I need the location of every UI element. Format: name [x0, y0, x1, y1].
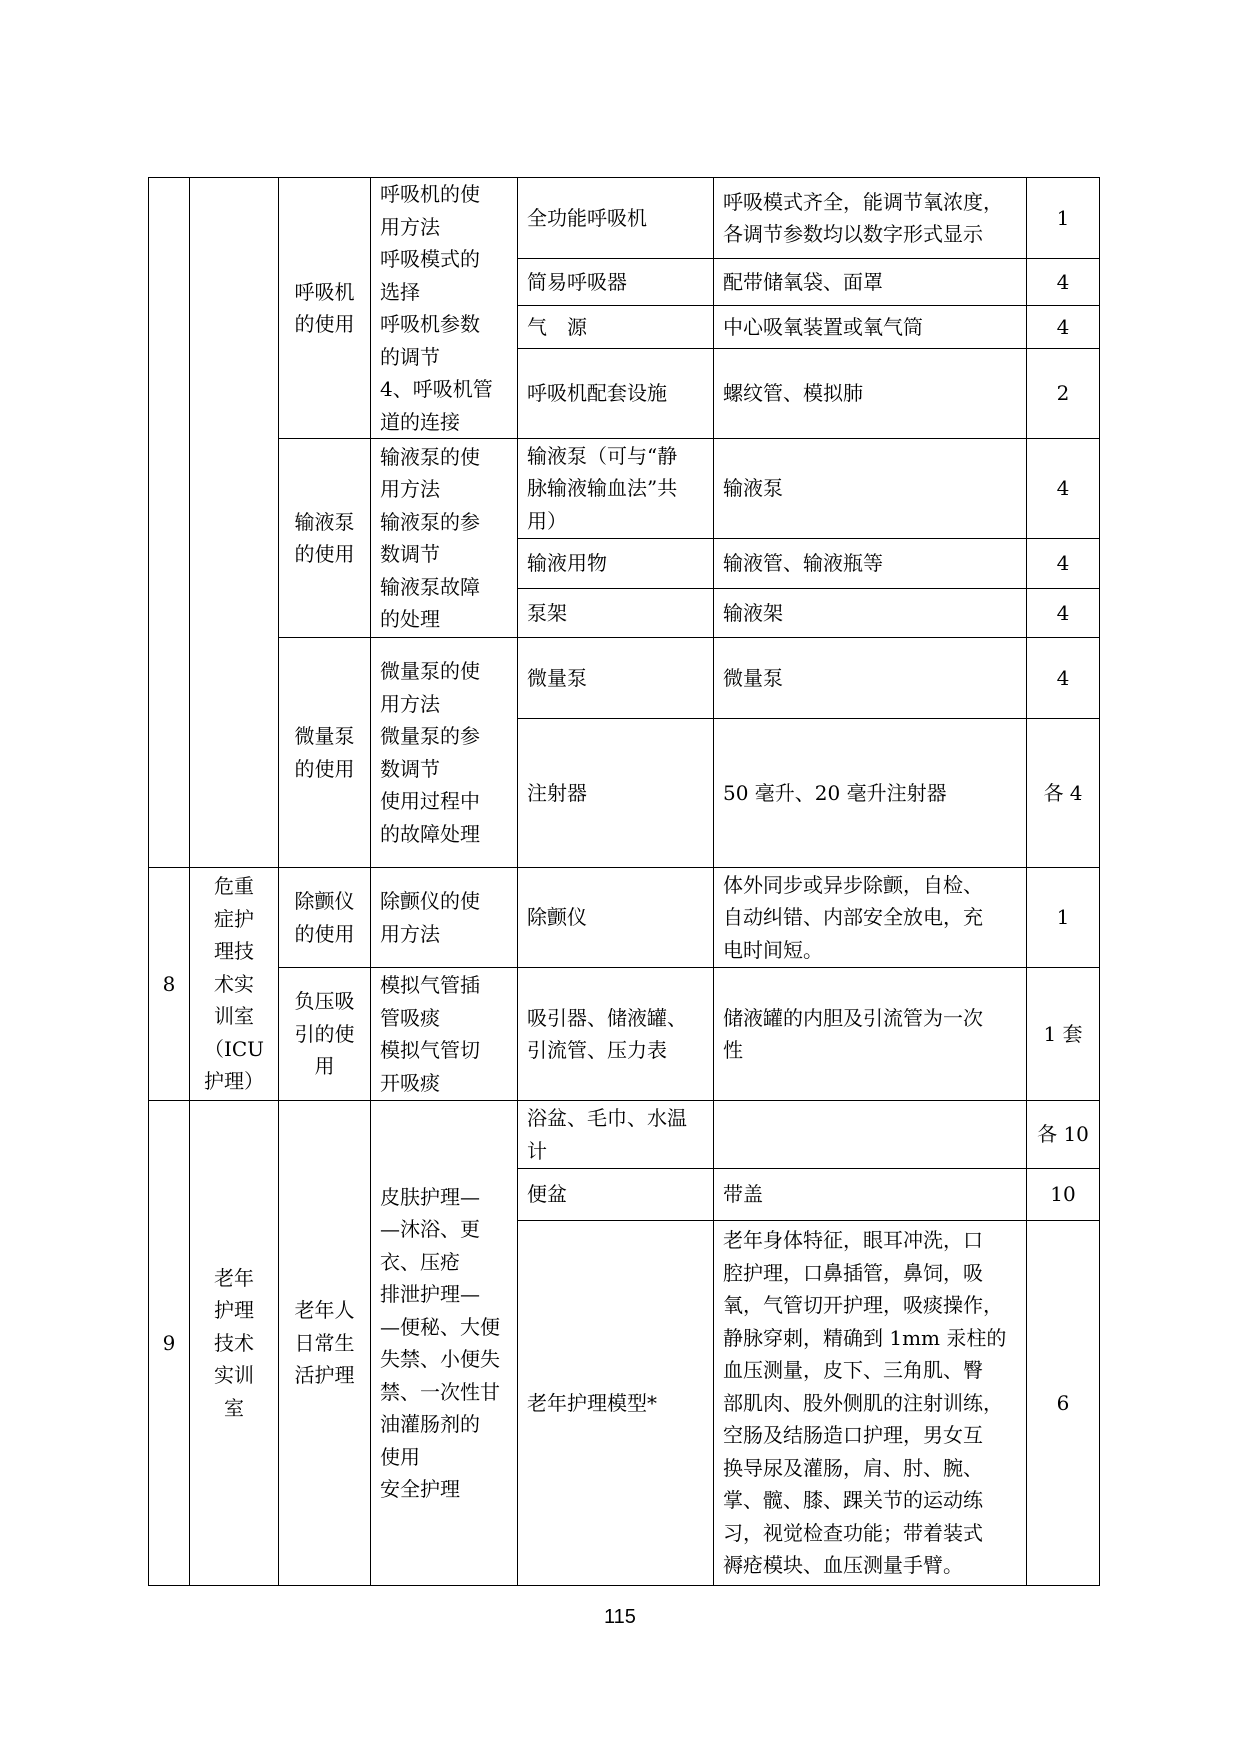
text-line: 全功能呼吸机: [527, 205, 647, 230]
text-line: 使用: [380, 1444, 420, 1469]
equipment-spec-cell: [714, 439, 1027, 539]
equipment-name-cell: [518, 1101, 714, 1169]
equipment-spec-cell: [714, 589, 1027, 638]
text-line: 脉输液输血法”共: [527, 476, 678, 501]
equipment-name-cell: [518, 178, 714, 259]
equipment-name-cell: [518, 259, 714, 306]
text-line: 排泄护理—: [380, 1282, 480, 1306]
training-room-cell: [190, 868, 279, 1101]
text-line: —便秘、大便: [380, 1314, 500, 1339]
equipment-name-cell: [518, 305, 714, 348]
equipment-name-cell: [518, 439, 714, 539]
text-line: 配带储氧袋、面罩: [723, 269, 883, 294]
equipment-name-cell: [518, 539, 714, 589]
equipment-spec-cell: [714, 539, 1027, 589]
text-line: 理技: [214, 939, 254, 964]
text-line: 螺纹管、模拟肺: [723, 381, 863, 406]
quantity-cell: 各 10: [1027, 1101, 1100, 1169]
training-project-cell: [279, 638, 371, 868]
text-line: 4、呼吸机管: [380, 377, 493, 401]
text-line: 用方法: [380, 477, 440, 501]
text-line: 除颤仪: [294, 889, 355, 913]
text-line: 输液用物: [527, 551, 607, 576]
text-line: 失禁、小便失: [380, 1347, 500, 1371]
text-line: 50 毫升、20 毫升注射器: [723, 780, 947, 805]
text-line: 体外同步或异步除颤，自检、: [723, 872, 983, 897]
text-line: 皮肤护理—: [380, 1184, 480, 1209]
equipment-spec-cell: [714, 305, 1027, 348]
text-line: —沐浴、更: [380, 1217, 480, 1241]
text-line: 选择: [380, 279, 420, 304]
text-line: 引流管、压力表: [527, 1038, 667, 1062]
quantity-cell: 1 套: [1027, 968, 1100, 1101]
text-line: 症护: [214, 906, 254, 931]
equipment-spec-cell: [714, 719, 1027, 868]
quantity-cell: 各 4: [1027, 719, 1100, 868]
training-project-cell: [279, 439, 371, 638]
quantity-cell: 1: [1027, 178, 1100, 259]
text-line: 的处理: [380, 607, 440, 631]
text-line: 气 源: [527, 314, 587, 339]
text-line: 开吸痰: [380, 1070, 440, 1095]
text-line: 部肌肉、股外侧肌的注射训练，: [723, 1390, 1003, 1415]
quantity-cell: 4: [1027, 589, 1100, 638]
table-row: [149, 638, 1100, 719]
text-line: 管吸痰: [380, 1005, 440, 1030]
text-line: 各调节参数均以数字形式显示: [723, 222, 983, 247]
text-line: 呼吸机的使: [380, 182, 480, 206]
equipment-name-cell: [518, 719, 714, 868]
quantity-cell: 1: [1027, 868, 1100, 968]
text-line: 使用过程中: [380, 789, 480, 813]
equipment-name-cell: [518, 868, 714, 968]
skill-content-cell: [371, 868, 518, 968]
text-line: 氧，气管切开护理，吸痰操作，: [723, 1293, 1003, 1318]
text-line: 禁、一次性甘: [380, 1379, 500, 1404]
table-row: [149, 968, 1100, 1101]
text-line: 呼吸机: [294, 279, 355, 304]
training-project-cell: [279, 968, 371, 1101]
equipment-spec-cell: [714, 968, 1027, 1101]
text-line: 引的使: [294, 1021, 355, 1046]
text-line: 微量泵: [527, 665, 587, 690]
text-line: 除颤仪的使: [380, 889, 480, 913]
equipment-name-cell: [518, 1169, 714, 1221]
equipment-spec-cell: [714, 638, 1027, 719]
training-room-cell: [190, 1101, 279, 1586]
text-line: 用: [314, 1054, 335, 1079]
text-line: 计: [527, 1138, 547, 1163]
text-line: 微量泵的参: [380, 724, 480, 748]
text-line: 危重: [214, 874, 254, 899]
text-line: 静脉穿刺，精确到 1mm 汞柱的: [723, 1325, 1007, 1350]
text-line: 换导尿及灌肠，肩、肘、腕、: [723, 1455, 983, 1480]
text-line: 老年护理模型*: [527, 1390, 657, 1415]
text-line: 用方法: [380, 921, 440, 946]
text-line: 实训: [214, 1363, 254, 1388]
text-line: 泵架: [527, 600, 567, 625]
text-line: 数调节: [380, 756, 440, 781]
text-line: 护理: [214, 1298, 254, 1323]
text-line: 数调节: [380, 542, 440, 566]
text-line: 活护理: [294, 1363, 355, 1388]
text-line: 呼吸模式齐全，能调节氧浓度，: [723, 189, 1003, 214]
text-line: 微量泵: [723, 665, 783, 690]
text-line: 吸引器、储液罐、: [527, 1005, 687, 1030]
equipment-spec-cell: [714, 178, 1027, 259]
text-line: 日常生: [294, 1330, 355, 1355]
text-line: 中心吸氧装置或氧气筒: [723, 314, 923, 339]
item-number-cell: [149, 178, 190, 868]
text-line: 的使用: [294, 542, 355, 566]
text-line: 的使用: [294, 312, 355, 336]
training-equipment-table: [148, 177, 1100, 1586]
equipment-spec-cell: [714, 348, 1027, 438]
quantity-cell: 4: [1027, 305, 1100, 348]
equipment-name-cell: [518, 348, 714, 438]
equipment-name-cell: [518, 589, 714, 638]
text-line: 室: [224, 1395, 244, 1420]
text-line: （ICU: [203, 1036, 265, 1061]
text-line: 用）: [527, 508, 567, 533]
text-line: 模拟气管切: [380, 1038, 480, 1062]
text-line: 腔护理，口鼻插管，鼻饲，吸: [723, 1260, 983, 1285]
text-line: 负压吸: [294, 989, 355, 1014]
equipment-name-cell: [518, 1221, 714, 1586]
quantity-cell: 4: [1027, 638, 1100, 719]
text-line: 带盖: [723, 1182, 763, 1207]
text-line: 老年: [214, 1265, 254, 1290]
text-line: 模拟气管插: [380, 973, 480, 997]
text-line: 输液泵（可与“静: [527, 443, 678, 468]
table-row: [149, 1101, 1100, 1169]
table-row: [149, 868, 1100, 968]
equipment-table-container: [148, 177, 1099, 1581]
text-line: 微量泵: [294, 724, 355, 748]
text-line: 老年身体特征，眼耳冲洗，口: [723, 1228, 983, 1253]
training-project-cell: [279, 1101, 371, 1586]
text-line: 除颤仪: [527, 905, 587, 930]
item-number-cell: 9: [149, 1101, 190, 1586]
text-line: 用方法: [380, 214, 440, 239]
text-line: 电时间短。: [723, 937, 823, 962]
text-line: 安全护理: [380, 1477, 460, 1501]
text-line: 衣、压疮: [380, 1249, 460, 1274]
text-line: 道的连接: [380, 409, 460, 434]
skill-content-cell: [371, 638, 518, 868]
equipment-spec-cell: [714, 1221, 1027, 1586]
text-line: 注射器: [527, 780, 587, 805]
text-line: 自动纠错、内部安全放电，充: [723, 905, 983, 930]
text-line: 浴盆、毛巾、水温: [527, 1106, 687, 1130]
text-line: 血压测量，皮下、三角肌、臀: [723, 1358, 983, 1383]
equipment-spec-cell: [714, 868, 1027, 968]
training-project-cell: [279, 178, 371, 439]
equipment-spec-cell: [714, 1101, 1027, 1169]
quantity-cell: 4: [1027, 539, 1100, 589]
quantity-cell: 4: [1027, 259, 1100, 306]
page-number: 115: [604, 1606, 636, 1628]
text-line: 的调节: [380, 344, 440, 369]
equipment-name-cell: [518, 638, 714, 719]
training-project-cell: [279, 868, 371, 968]
text-line: 输液泵的使: [380, 444, 480, 469]
text-line: 训室: [214, 1004, 254, 1029]
skill-content-cell: [371, 439, 518, 638]
equipment-name-cell: [518, 968, 714, 1101]
quantity-cell: 4: [1027, 439, 1100, 539]
text-line: 护理）: [204, 1069, 264, 1094]
text-line: 呼吸机参数: [380, 312, 480, 336]
item-number-cell: 8: [149, 868, 190, 1101]
table-row: [149, 439, 1100, 539]
text-line: 微量泵的使: [380, 659, 480, 683]
text-line: 技术: [214, 1330, 254, 1355]
equipment-spec-cell: [714, 1169, 1027, 1221]
text-line: 褥疮模块、血压测量手臂。: [723, 1553, 963, 1578]
skill-content-cell: [371, 968, 518, 1101]
text-line: 简易呼吸器: [527, 269, 627, 294]
text-line: 输液泵故障: [380, 574, 480, 599]
text-line: 输液管、输液瓶等: [723, 551, 883, 576]
text-line: 呼吸模式的: [380, 247, 480, 271]
skill-content-cell: [371, 178, 518, 439]
text-line: 输液泵: [723, 476, 783, 501]
text-line: 输液泵的参: [380, 509, 480, 534]
table-row: [149, 178, 1100, 259]
quantity-cell: 6: [1027, 1221, 1100, 1586]
equipment-spec-cell: [714, 259, 1027, 306]
quantity-cell: 10: [1027, 1169, 1100, 1221]
text-line: 用方法: [380, 691, 440, 716]
text-line: 空肠及结肠造口护理，男女互: [723, 1423, 983, 1448]
text-line: 掌、髋、膝、踝关节的运动练: [723, 1488, 983, 1513]
text-line: 输液泵: [294, 509, 355, 534]
text-line: 的使用: [294, 921, 355, 946]
text-line: 油灌肠剂的: [380, 1412, 480, 1436]
quantity-cell: 2: [1027, 348, 1100, 438]
text-line: 便盆: [527, 1182, 567, 1207]
text-line: 习，视觉检查功能；带着装式: [723, 1520, 983, 1545]
text-line: 输液架: [723, 600, 783, 625]
text-line: 的使用: [294, 756, 355, 781]
text-line: 的故障处理: [380, 821, 480, 846]
skill-content-cell: [371, 1101, 518, 1586]
text-line: 性: [723, 1038, 743, 1062]
text-line: 术实: [214, 971, 254, 996]
text-line: 老年人: [294, 1298, 355, 1323]
text-line: 储液罐的内胆及引流管为一次: [723, 1005, 983, 1030]
text-line: 呼吸机配套设施: [527, 381, 667, 406]
training-room-cell: [190, 178, 279, 868]
